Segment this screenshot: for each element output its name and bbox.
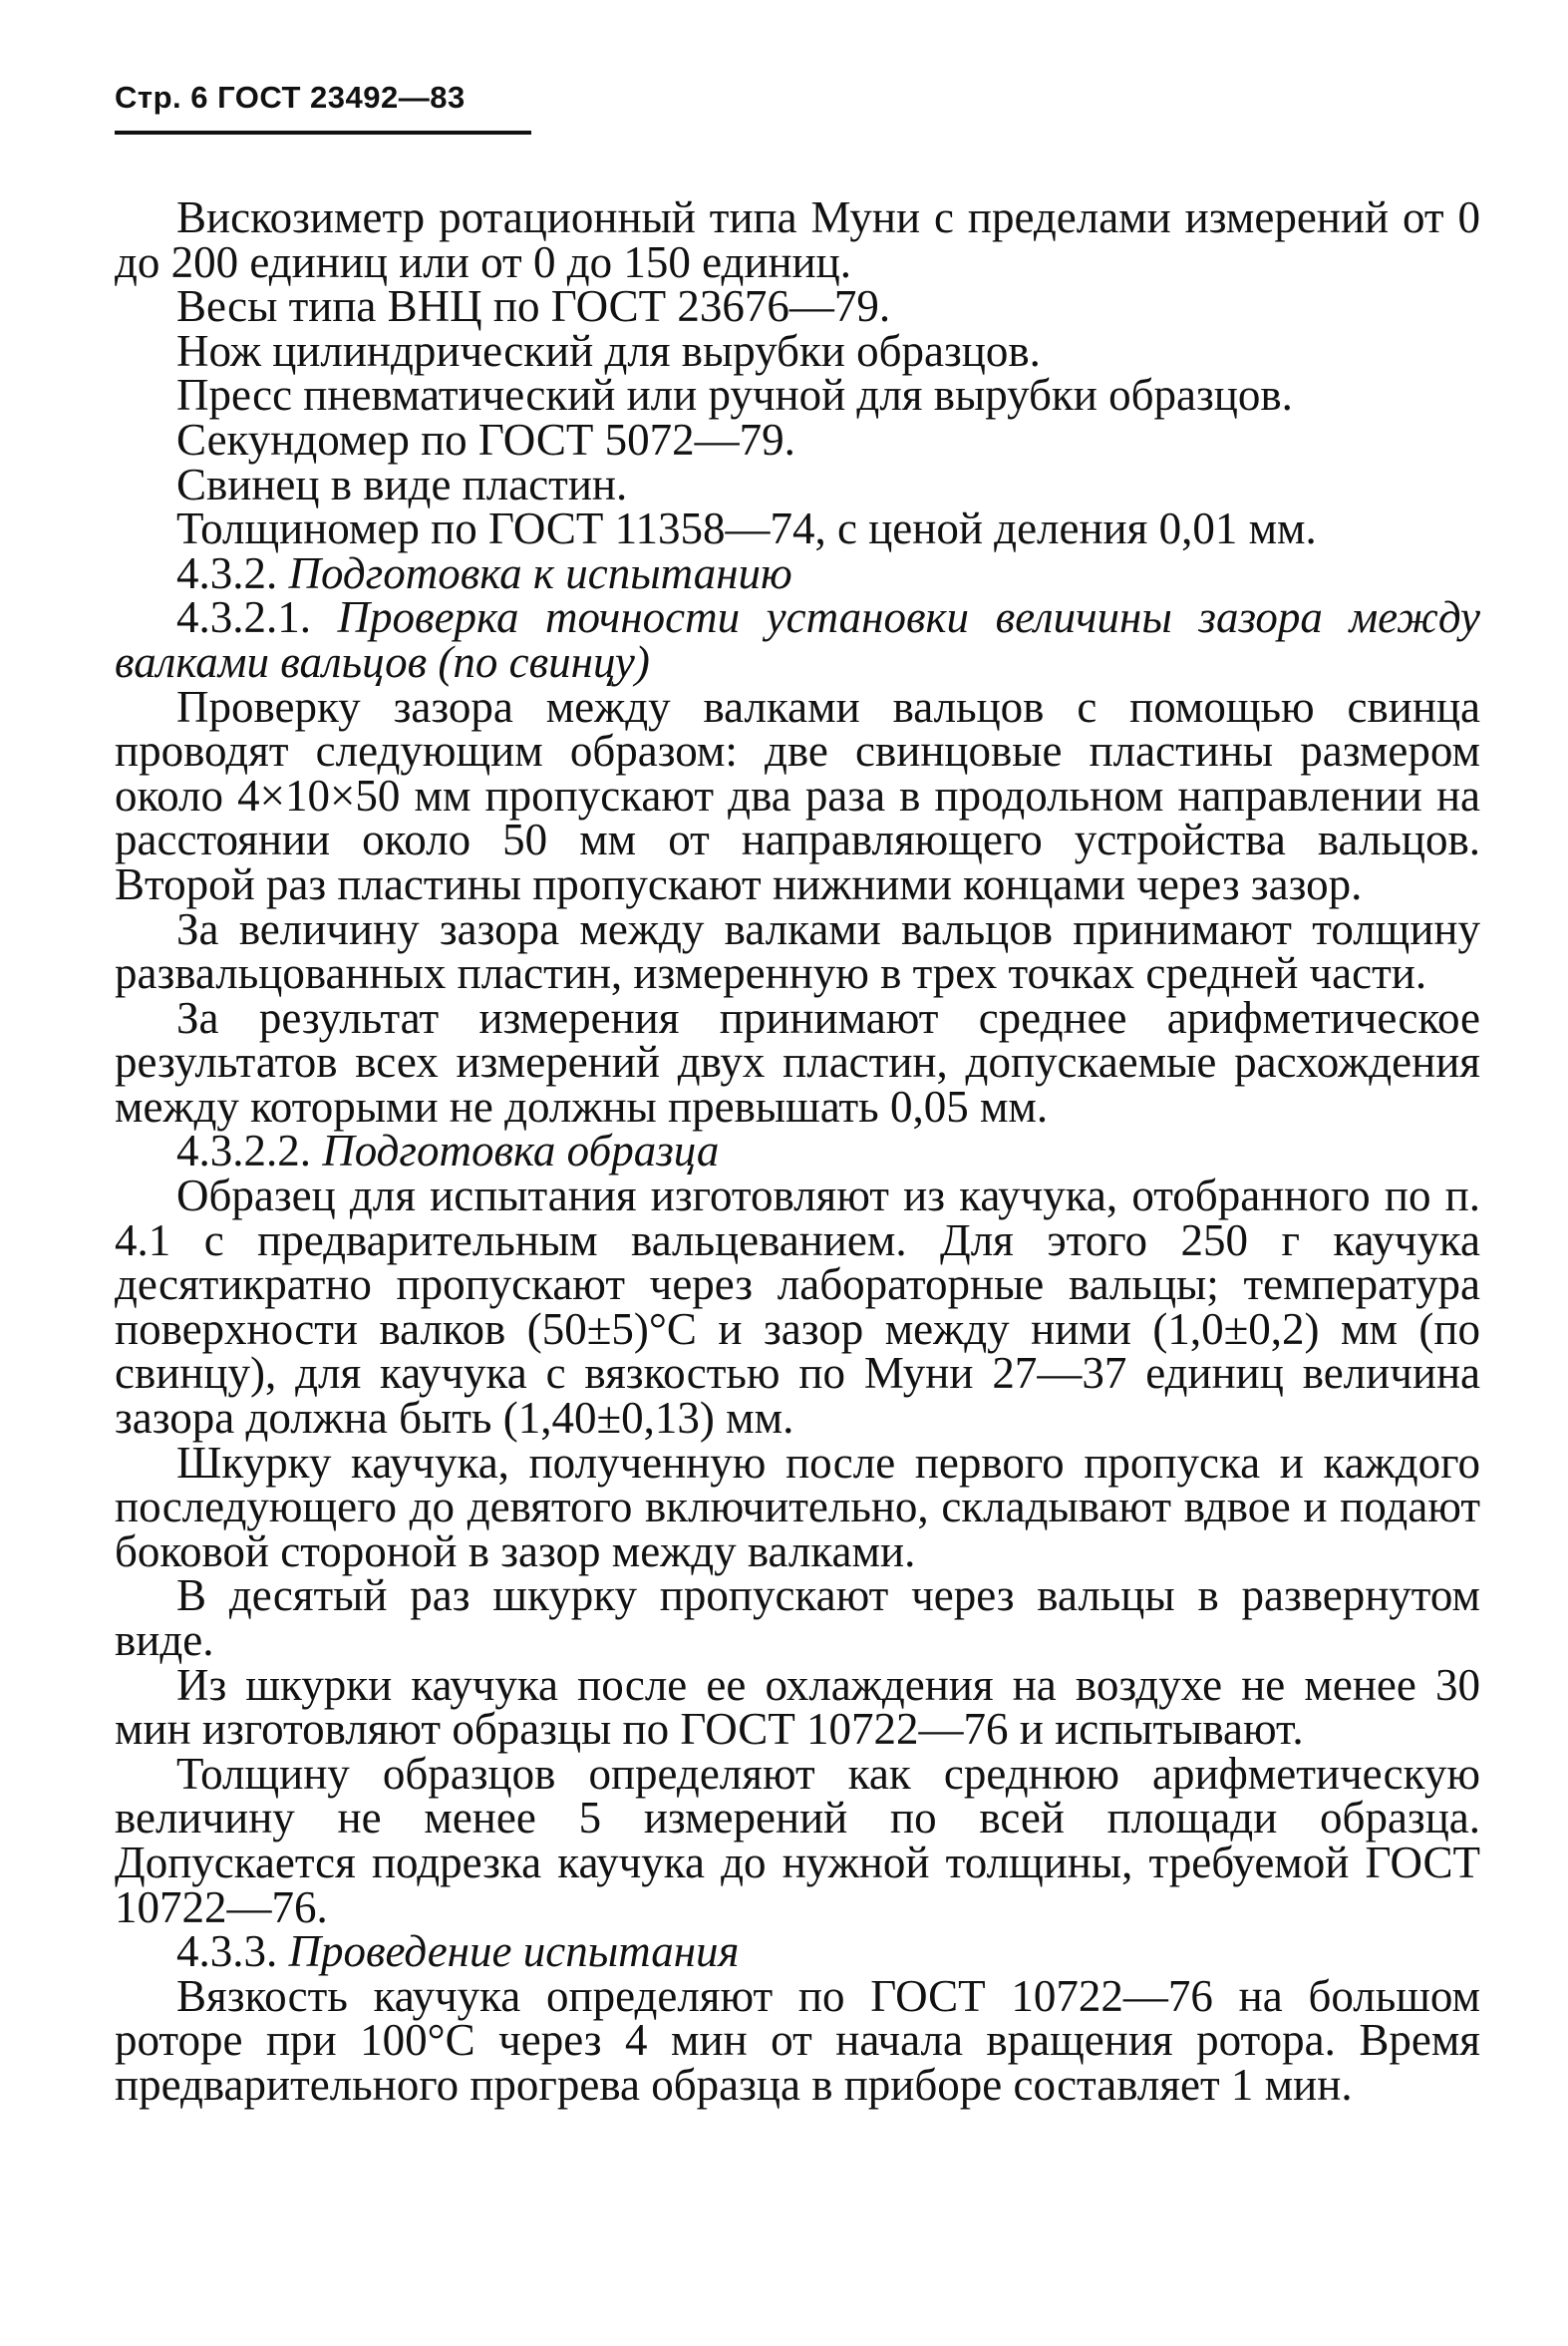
header-rule — [115, 131, 531, 135]
page-header: Стр. 6 ГОСТ 23492—83 — [115, 80, 466, 115]
paragraph-text: Свинец в виде пластин. — [176, 459, 628, 509]
paragraph — [115, 325, 1480, 376]
paragraph-text: Секундомер по ГОСТ 5072—79. — [176, 414, 795, 465]
paragraph — [115, 992, 1480, 1132]
document-body — [115, 192, 1481, 2110]
paragraph — [115, 459, 1480, 509]
section-title: Проверка точности установки величины зазора между валками вальцов (по свинцу) — [115, 592, 1481, 687]
paragraph-text: Пресс пневматический или ручной для вырубки образцов. — [176, 370, 1293, 421]
paragraph-text: Вязкость каучука определяют по ГОСТ 10722—76 на большом роторе при 100°С через 4 мин от начала вращения ротора. Время предварительного прогрева образца в приборе составляет 1 мин. — [115, 1970, 1480, 2110]
section-heading — [115, 1126, 1480, 1176]
paragraph-text: Толщину образцов определяют как среднюю арифметическую величину не менее 5 измерений по всей площади образца. Допускается подрезка каучука до нужной толщины, требуемой ГОСТ 10722—76. — [115, 1748, 1480, 1932]
paragraph — [115, 1970, 1480, 2110]
paragraph — [115, 1437, 1480, 1576]
section-number: 4.3.3. — [176, 1926, 289, 1977]
paragraph-text: Нож цилиндрический для вырубки образцов. — [176, 325, 1041, 376]
section-heading — [115, 547, 1480, 598]
paragraph-text: Вискозиметр ротационный типа Муни с пределами измерений от 0 до 200 единиц или от 0 до 150 единиц. — [115, 192, 1480, 287]
paragraph — [115, 281, 1480, 332]
paragraph — [115, 1748, 1480, 1932]
paragraph — [115, 1659, 1480, 1755]
section-title: Проведение испытания — [288, 1926, 740, 1977]
paragraph-text: Образец для испытания изготовляют из каучука, отобранного по п. 4.1 с предварительным вальцеванием. Для этого 250 г каучука десятикратно пропускают через лабораторные вальцы; температура поверхности валков (50±5)°С и зазор между ними (1,0±0,2) мм (по свинцу), для каучука с вязкостью по Муни 27—37 единиц величина зазора должна быть (1,40±0,13) мм. — [115, 1171, 1480, 1444]
paragraph-text: Проверку зазора между валками вальцов с помощью свинца проводят следующим образом: две свинцовые пластины размером около 4×10×50 мм пропускают два раза в продольном направлении на расстоянии около 50 мм от направляющего устройства вальцов. Второй раз пластины пропускают нижними концами через зазор. — [115, 681, 1480, 909]
paragraph-text: Толщиномер по ГОСТ 11358—74, с ценой деления 0,01 мм. — [176, 503, 1317, 554]
paragraph — [115, 681, 1480, 909]
paragraph — [115, 414, 1480, 465]
section-number: 4.3.2. — [176, 547, 289, 598]
section-number: 4.3.2.2. — [176, 1126, 323, 1176]
paragraph-text: Весы типа ВНЦ по ГОСТ 23676—79. — [176, 281, 891, 332]
paragraph — [115, 370, 1480, 421]
section-heading — [115, 1926, 1480, 1977]
paragraph-text: За результат измерения принимают среднее арифметическое результатов всех измерений двух пластин, допускаемые расхождения между которыми не должны превышать 0,05 мм. — [115, 992, 1480, 1132]
paragraph-text: Из шкурки каучука после ее охлаждения на воздухе не менее 30 мин изготовляют образцы по ГОСТ 10722—76 и испытывают. — [115, 1659, 1480, 1755]
paragraph — [115, 503, 1480, 554]
section-heading — [115, 592, 1481, 687]
paragraph — [115, 1570, 1480, 1665]
section-title: Подготовка к испытанию — [288, 547, 792, 598]
paragraph-text: В десятый раз шкурку пропускают через вальцы в развернутом виде. — [115, 1570, 1480, 1665]
section-number: 4.3.2.1. — [176, 592, 338, 643]
paragraph — [115, 1171, 1480, 1444]
paragraph-text: Шкурку каучука, полученную после первого пропуска и каждого последующего до девятого включительно, складывают вдвое и подают боковой стороной в зазор между валками. — [115, 1437, 1480, 1576]
section-title: Подготовка образца — [322, 1126, 720, 1176]
paragraph — [115, 192, 1480, 287]
paragraph — [115, 903, 1480, 999]
paragraph-text: За величину зазора между валками вальцов принимают толщину развальцованных пластин, измеренную в трех точках средней части. — [115, 903, 1480, 999]
